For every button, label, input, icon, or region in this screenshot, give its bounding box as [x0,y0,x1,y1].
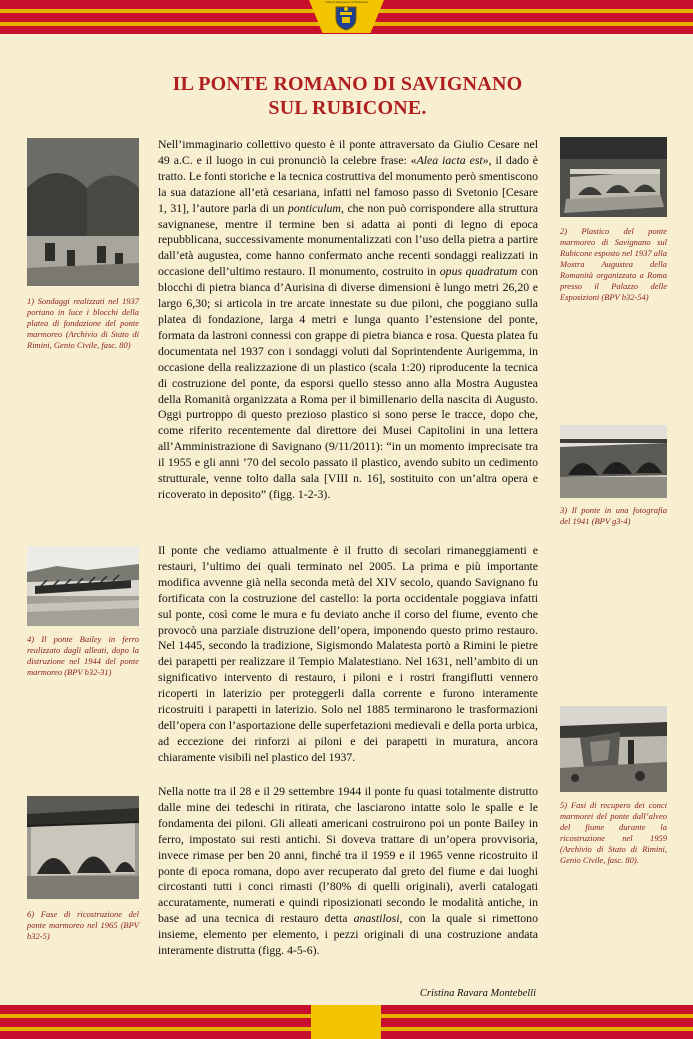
paragraph-text: Nell’immaginario collettivo questo è il ponte attraversato da Giulio Cesare nel 49 a.C. e il luogo in cui pronunciò la celebre frase: « [158,137,538,167]
caption-fig3: 3) Il ponte in una fotografia del 1941 (BPV g3-4) [560,505,667,526]
caption-fig4: 4) Il ponte Bailey in ferro realizzato dagli alleati, dopo la distruzione nel 1944 del ponte marmoreo (BPV b32-31) [27,634,139,677]
italic-term: ponticulum [287,200,341,215]
crest-label: Città di Savignano sul Rubicone [325,0,368,4]
paragraph-text: , con la quale si rimettono insieme, elemento per elemento, i pezzi originali di una costruzione andata interamente distrutta (figg. 4-5-6). [158,911,538,958]
caption-fig1: 1) Sondaggi realizzati nel 1937 portano in luce i blocchi della platea di fondazione del ponte marmoreo (Archivio di Stato di Rimini, Genio Civile, fasc. 80) [27,296,139,350]
photo-fig3-bridge-1941 [560,425,667,498]
italic-term: Alea iacta est [416,152,483,167]
paragraph-text: Il ponte che vediamo attualmente è il frutto di secolari rimaneggiamenti e restauri, l’ultimo dei quali terminato nel 2005. La prima e più importante modifica avvenne già nella seconda metà del XIV secolo, quando Savignano fu fortificata con la costruzione del castello: la porta occidentale poggiava infatti sul ponte, così come le mura e fu deviato anche il corso del fiume, evento che provocò una parziale distruzione dell’opera, imponendo questo primo restauro. Nel 1445, secondo la tradizione, Sigismondo Malatesta portò a Rimini le pietre dei parapetti per realizzare il Tempio Malatestiano. Nel 1631, nell’ambito di un significativo intervento di restauro, i piloni e i rostri frangiflutti vennero ricoperti in laterizio per proteggerli dalla corrente e furono interamente ricostruiti i parapetti in laterizio. Solo nel 1885 terminarono le trasformazioni dell’opera con l’asportazione delle superfetazioni medievali e della porta urbica, ad eccezione dei rinforzi ai piloni e dei parapetti in muratura, ancora chiaramente visibili nel plastico del 1937. [158,543,538,764]
photo-fig6-reconstruction-1965 [27,796,139,899]
italic-term: anastilosi [353,911,400,926]
caption-fig2: 2) Plastico del ponte marmoreo di Savignano sul Rubicone esposto nel 1937 alla Mostra Augustea della Romanità organizzata a Roma presso il Palazzo delle Esposizioni (BPV b32-54) [560,226,667,302]
photo-fig1-excavation-1937 [27,138,139,286]
paragraph-text: , che non può corrispondere alla struttura savignanese, mentre il termine ben si adatta ai ponti di legno di epoca repubblicana, successivamente monumentalizzati con l’uso della pietra a partire dall’età augustea, come hanno confermato anche recenti sondaggi realizzati in occasione dell’ultimo restauro. Il monumento, costruito in [158,200,538,279]
photo-fig2-model-1937 [560,137,667,217]
page-title [150,72,545,120]
photo-fig4-bailey-bridge [27,546,139,626]
italic-term: opus quadratum [439,264,518,279]
paragraph-text: Nella notte tra il 28 e il 29 settembre 1944 il ponte fu quasi totalmente distrutto dalle mine dei tedeschi in ritirata, che lasciarono intatte solo le spalle e le fondamenta dei piloni. Gli alleati americani costruirono poi un ponte Bailey in ferro, impostato sui resti antichi. Si doveva trattare di un’opera provvisoria, invece rimase per ben 20 anni, finché tra il 1959 e il 1965 venne ricostruito il ponte di epoca romana, dopo aver recuperato dal greto del fiume e dai luoghi circostanti tutti i conci rimasti (l’80% di quelli originali), averli catalogati accuratamente, numerati e quindi riposizionati secondo le modalità antiche, in base ad una tecnica di restauro detta [158,784,538,926]
bottom-yellow-mark [311,1005,381,1039]
title-line-1: IL PONTE ROMANO DI SAVIGNANO [172,73,523,95]
paragraph-3 [158,784,538,959]
title-line-2: SUL RUBICONE. [268,97,427,119]
photo-fig5-recovery-1959 [560,706,667,792]
paragraph-1 [158,137,538,503]
paragraph-2 [158,543,538,766]
coat-of-arms-icon [328,3,364,31]
paragraph-text: con blocchi di pietra bianca d’Aurisina di diverse dimensioni è lungo metri 26,20 e largo 6,30; si articola in tre arcate innestate su due piloni, che poggiano sulla platea di fondazione, larga 4 metri e lunga quanto l’estensione del ponte, formata da lastroni connessi con grappe di pietra bianca e rosa. Questa platea fu documentata nel 1937 con i sondaggi voluti dal Soprintendente Aurigemma, in occasione della realizzazione di un plastico (scala 1:20) riproducente la tecnica di costruzione del ponte, da esporsi quello stesso anno alla Mostra Augustea della Romanità organizzata a Roma per il bimillenario della nascita di Augusto. Oggi purtroppo di questo prezioso plastico si sono perse le tracce, dopo che, come riferito recentemente dal direttore dei Musei Capitolini in una lettera all’Amministrazione di Savignano (9/11/2011): “in un momento imprecisate tra il 1955 e gli anni ’70 del secolo passato il plastico, avendo subito un cedimento strutturale, venne tolto dalla sala [VIII n. 16], sostituito con un’altra opera e ricoverato in deposito” (figg. 1-2-3). [158,264,538,501]
caption-fig6: 6) Fase di ricostruzione del ponte marmoreo nel 1965 (BPV b32-5) [27,909,139,941]
paragraph-text: », il dado è tratto. Le fonti storiche e la tecnica costruttiva del monumento però smentiscono la sua datazione all’età cesariana, infatti nel famoso passo di Svetonio [Cesare 1, 31], l’autore parla di un [158,152,539,215]
caption-fig5: 5) Fasi di recupero dei conci marmorei del ponte dall’alveo del fiume durante la ricostruzione nel 1959 (Archivio di Stato di Rimini, Genio Civile, fasc. 80). [560,800,667,865]
author-signature: Cristina Ravara Montebelli [419,988,536,999]
